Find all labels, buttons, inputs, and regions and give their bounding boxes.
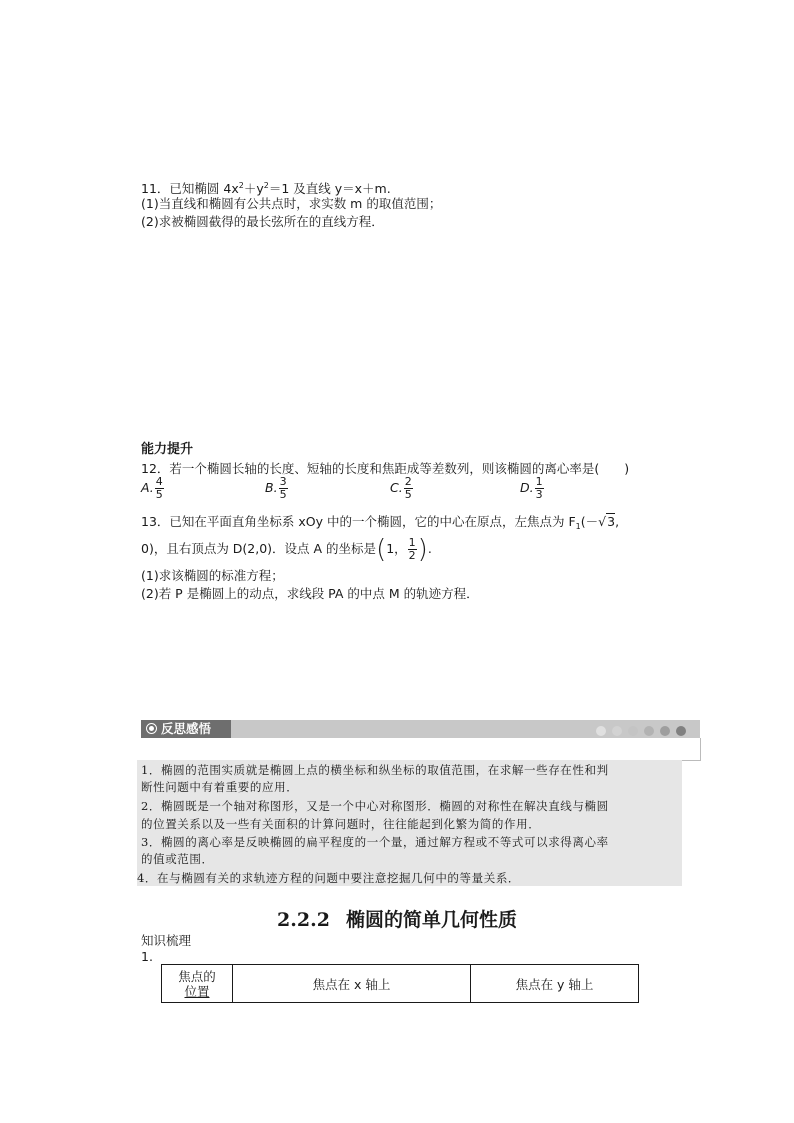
reflection-title: 反思感悟: [161, 721, 212, 736]
knowledge-item-number: 1.: [141, 949, 153, 964]
reflection-line: 4．在与椭圆有关的求轨迹方程的问题中要注意挖掘几何中的等量关系．: [137, 871, 521, 885]
dot-icon: [596, 726, 606, 736]
option-label: B.: [265, 480, 278, 495]
table-header-cell: 焦点在 x 轴上: [233, 965, 471, 1003]
section-ability-heading: 能力提升: [141, 442, 194, 457]
dot-icon: [660, 726, 670, 736]
reflection-line: 3．椭圆的离心率是反映椭圆的扁平程度的一个量，通过解方程或不等式可以求得离心率: [141, 835, 609, 849]
reflection-line: 2．椭圆既是一个轴对称图形，又是一个中心对称图形．椭圆的对称性在解决直线与椭圆: [141, 799, 609, 813]
q12-stem: 12．若一个椭圆长轴的长度、短轴的长度和焦距成等差数列，则该椭圆的离心率是( ): [141, 461, 630, 476]
section-title: 2.2.2 椭圆的简单几何性质: [277, 909, 517, 931]
option-fraction: $\frac{2}{5}$: [404, 475, 412, 501]
option-label: D.: [520, 480, 534, 495]
focus-position-table: [161, 964, 639, 1003]
q11-line1: 11．已知椭圆 $4x^2+y^2=1$ 及直线 y＝x＋m.: [141, 181, 391, 196]
option-fraction: $\frac{3}{5}$: [279, 475, 287, 501]
option-label: C.: [390, 480, 403, 495]
target-bullet-icon: [146, 723, 157, 734]
option-fraction: $\frac{4}{5}$: [155, 475, 163, 501]
reflection-divider: [231, 738, 701, 761]
reflection-line: 的值或范围．: [141, 852, 214, 866]
dot-icon: [628, 726, 638, 736]
q13-part2: (2)若 P 是椭圆上的动点，求线段 PA 的中点 M 的轨迹方程．: [141, 586, 479, 601]
table-header-cell: 焦点的 位置: [162, 965, 233, 1003]
q11-part2: (2)求被椭圆截得的最长弦所在的直线方程．: [141, 214, 384, 229]
dot-icon: [612, 726, 622, 736]
q13-line2: 0)，且右顶点为 D(2,0)．设点 A 的坐标是(1， $\frac{1}{2}$ ).: [141, 534, 432, 565]
q12-option-d: [520, 476, 545, 501]
q11-part1: (1)当直线和椭圆有公共点时，求实数 m 的取值范围；: [141, 196, 442, 211]
option-label: A.: [141, 480, 154, 495]
q13-part1: (1)求该椭圆的标准方程；: [141, 568, 284, 583]
q13-line1: 13．已知在平面直角坐标系 xOy 中的一个椭圆，它的中心在原点，左焦点为 $F_1(-√3$,: [141, 514, 620, 531]
q12-option-c: [390, 476, 414, 501]
reflection-line: 断性问题中有着重要的应用．: [141, 780, 299, 794]
reflection-line: 的位置关系以及一些有关面积的计算问题时，往往能起到化繁为简的作用．: [141, 817, 541, 831]
table-row: [162, 965, 639, 1003]
q12-option-b: [265, 476, 289, 501]
dot-icon: [644, 726, 654, 736]
q12-option-a: [141, 476, 165, 501]
dot-icon: [676, 726, 686, 736]
table-header-cell: 焦点在 y 轴上: [471, 965, 639, 1003]
reflection-tab: [141, 720, 231, 738]
decorative-dots: [596, 724, 692, 739]
knowledge-heading: 知识梳理: [141, 933, 192, 948]
option-fraction: $\frac{1}{3}$: [535, 475, 543, 501]
reflection-line: 1．椭圆的范围实质就是椭圆上点的横坐标和纵坐标的取值范围，在求解一些存在性和判: [141, 763, 609, 777]
